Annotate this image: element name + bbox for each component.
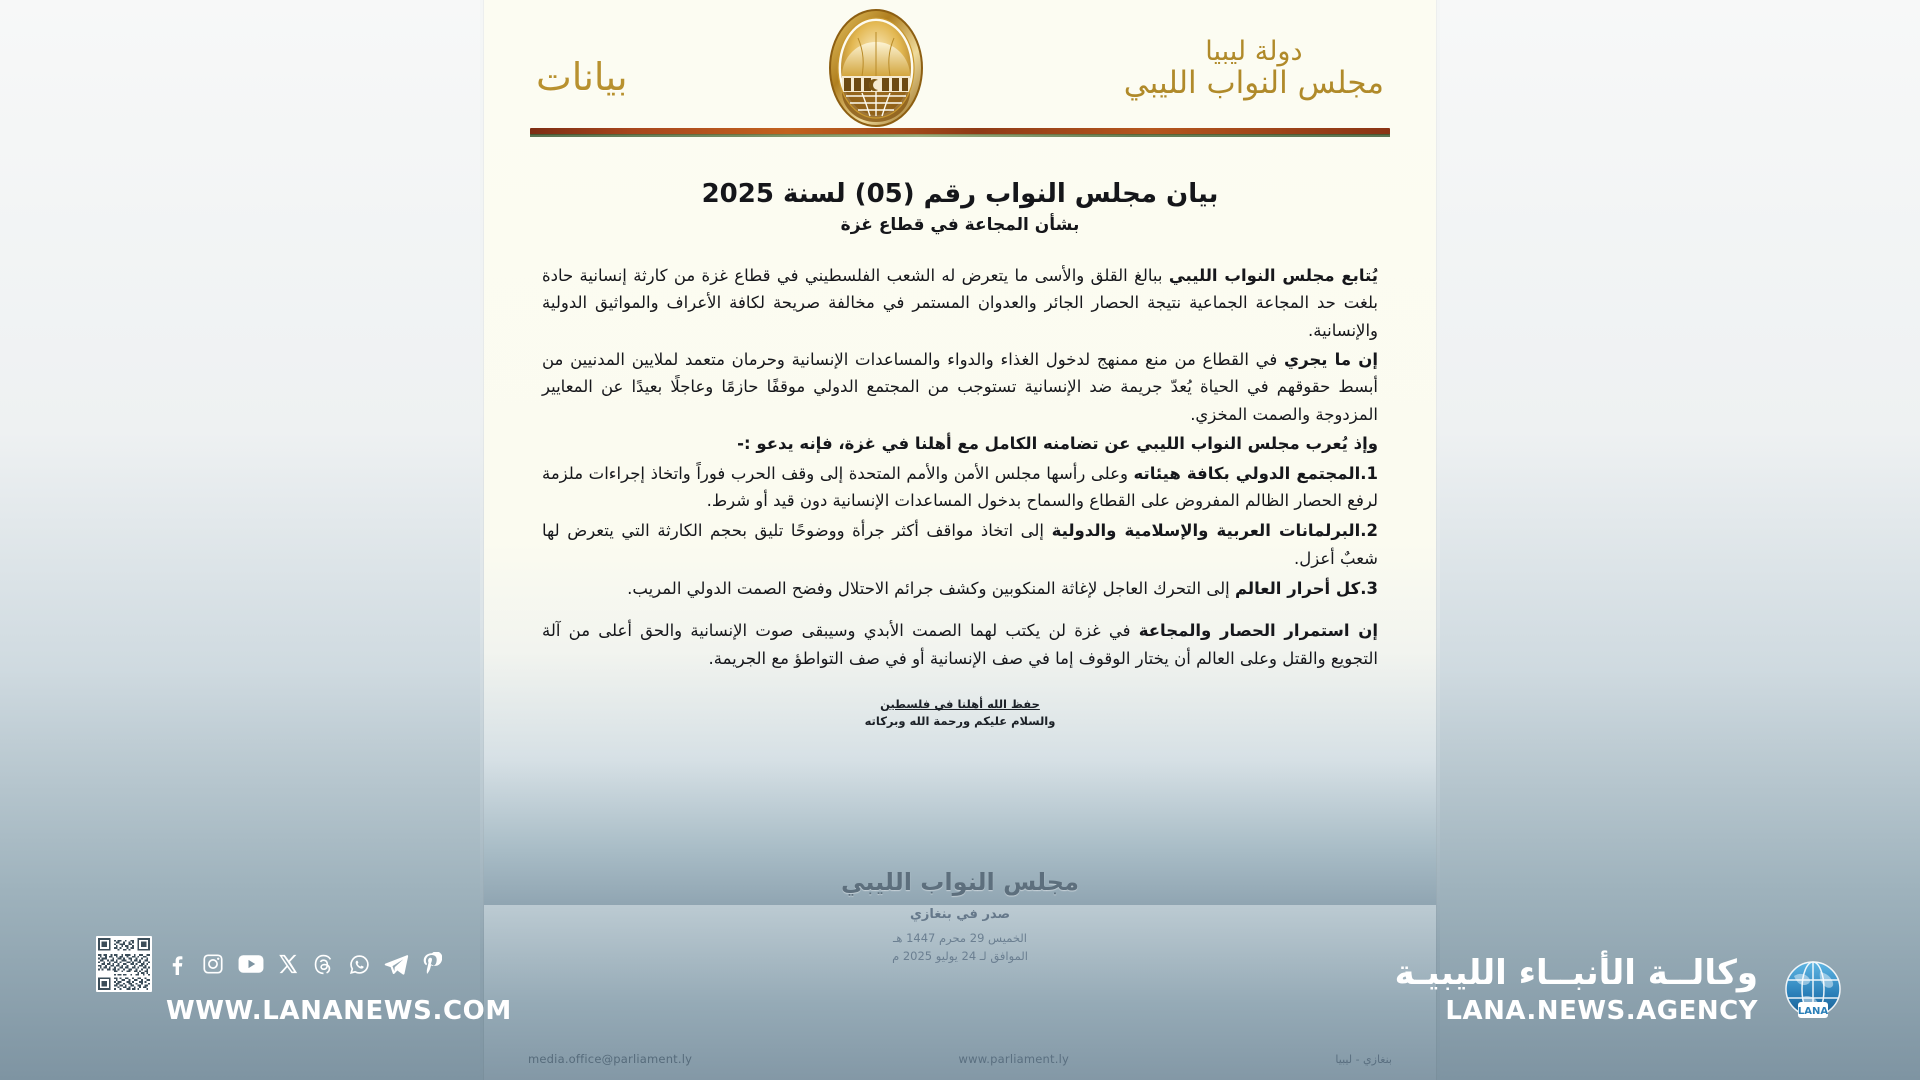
paragraph-2	[542, 346, 1378, 428]
header-calligraphy-line2: مجلس النواب الليبي	[1123, 64, 1384, 101]
right-background-panel	[1440, 0, 1920, 1080]
paragraph-1	[542, 262, 1378, 344]
header-divider-rule	[530, 128, 1390, 135]
header-state-calligraphy	[1124, 32, 1384, 99]
lana-name-texts	[1395, 955, 1758, 1026]
qr-and-social-row	[96, 936, 512, 992]
lana-english-name: LANA.NEWS.AGENCY	[1445, 995, 1758, 1026]
telegram-icon[interactable]	[384, 953, 409, 976]
x-twitter-icon[interactable]	[277, 953, 299, 975]
list-item-1-lead: المجتمع الدولي بكافة هيئاته	[1133, 463, 1361, 483]
whatsapp-icon[interactable]	[348, 953, 371, 976]
paragraph-spacer	[542, 605, 1378, 617]
list-item-1	[542, 460, 1378, 515]
signing-organization: مجلس النواب الليبي	[841, 868, 1079, 896]
header-statements-label: بيانات	[536, 55, 628, 99]
lana-left-branding	[96, 936, 512, 1024]
social-icon-row	[166, 951, 442, 977]
lana-globe-logo-icon	[1776, 954, 1850, 1028]
facebook-icon[interactable]	[166, 951, 188, 977]
gregorian-date: الموافق لـ 24 يوليو 2025 م	[892, 949, 1028, 963]
issue-place: صدر في بنغازي	[909, 907, 1011, 922]
paragraph-2-lead: إن ما يجري	[1283, 350, 1378, 370]
footer-website[interactable]: www.parliament.ly	[958, 1052, 1070, 1066]
benediction-block	[542, 696, 1378, 731]
document-title: بيان مجلس النواب رقم (05) لسنة 2025	[701, 179, 1219, 209]
list-item-3	[542, 575, 1378, 602]
document-header	[484, 0, 1436, 132]
document-body	[484, 148, 1436, 731]
list-item-2	[542, 517, 1378, 572]
header-calligraphy-line1: دولة ليبيا	[1205, 36, 1303, 68]
document-footer	[484, 1052, 1436, 1066]
list-item-3-lead: كل أحرار العالم	[1234, 579, 1361, 599]
instagram-icon[interactable]	[201, 952, 225, 976]
pinterest-icon[interactable]	[422, 952, 442, 976]
hijri-date: الخميس 29 محرم 1447 هـ	[893, 931, 1027, 945]
paragraph-3-body: عن تضامنه الكامل مع أهلنا في غزة، فإنه يدعو :-	[737, 434, 1137, 454]
document-subtitle: بشأن المجاعة في قطاع غزة	[840, 214, 1080, 235]
list-item-3-number: 3.	[1360, 579, 1378, 599]
left-background-panel	[0, 0, 480, 1080]
paragraph-3-lead: وإذ يُعرب مجلس النواب الليبي	[1136, 434, 1378, 454]
paragraph-1-lead: يُتابع مجلس النواب الليبي	[1168, 265, 1378, 285]
lana-logo-text: LANA	[1797, 1006, 1829, 1017]
qr-code-icon[interactable]	[96, 936, 152, 992]
list-item-1-number: 1.	[1360, 463, 1378, 483]
lana-right-branding	[1395, 954, 1850, 1028]
list-item-2-number: 2.	[1360, 521, 1378, 541]
youtube-icon[interactable]	[238, 954, 264, 974]
paragraph-1-body: ببالغ القلق والأسى ما يتعرض له الشعب الفلسطيني في قطاع غزة من كارثة إنسانية حادة بلغت حد المجاعة الجماعية نتيجة الحصار الجائر والعدوان المستمر في مخالفة صريحة لكافة الأعراف والمواثيق الدولية والإنسانية.	[542, 265, 1378, 340]
benediction-line-1: حفظ الله أهلنا في فلسطين	[880, 697, 1040, 712]
paragraph-3	[542, 430, 1378, 457]
closing-paragraph	[542, 617, 1378, 672]
list-item-3-body: إلى التحرك العاجل لإغاثة المنكوبين وكشف جرائم الاحتلال وفضح الصمت الدولي المريب.	[627, 579, 1235, 599]
statement-document	[484, 0, 1436, 1080]
threads-icon[interactable]	[312, 953, 335, 976]
signature-block	[484, 868, 1436, 963]
list-item-1-body: وعلى رأسها مجلس الأمن والأمم المتحدة إلى وقف الحرب فوراً واتخاذ إجراءات ملزمة لرفع الحصار الظالم المفروض على القطاع والسماح بدخول المساعدات الإنسانية دون قيد أو شرط.	[542, 463, 1378, 510]
lana-website-url[interactable]: WWW.LANANEWS.COM	[166, 996, 512, 1026]
footer-email[interactable]: media.office@parliament.ly	[528, 1052, 693, 1066]
parliament-emblem-icon	[812, 4, 940, 132]
benediction-line-2: والسلام عليكم ورحمة الله وبركاته	[864, 714, 1056, 729]
footer-location: بنغازي - ليبيا	[1335, 1052, 1392, 1066]
list-item-2-body: إلى اتخاذ مواقف أكثر جرأة ووضوحًا تليق بحجم الكارثة التي يتعرض لها شعبٌ أعزل.	[542, 521, 1378, 568]
paragraph-2-body: في القطاع من منع ممنهج لدخول الغذاء والدواء والمساعدات الإنسانية وحرمان متعمد لملايين المدنيين من أبسط حقوقهم في الحياة يُعدّ جريمة ضد الإنسانية تستوجب من المجتمع الدولي موقفًا حازمًا وعاجلًا بعيدًا عن المعايير المزدوجة والصمت المخزي.	[542, 350, 1378, 424]
lana-arabic-name: وكالــة الأنبــاء الليبيـة	[1394, 953, 1758, 994]
closing-paragraph-lead: إن استمرار الحصار والمجاعة	[1138, 621, 1378, 641]
list-item-2-lead: البرلمانات العربية والإسلامية والدولية	[1051, 521, 1361, 541]
closing-paragraph-body: في غزة لن يكتب لهما الصمت الأبدي وسيبقى صوت الإنسانية والحق أعلى من آلة التجويع والقتل وعلى العالم أن يختار الوقوف إما في صف الإنسانية أو في صف التواطؤ مع الجريمة.	[542, 621, 1378, 668]
